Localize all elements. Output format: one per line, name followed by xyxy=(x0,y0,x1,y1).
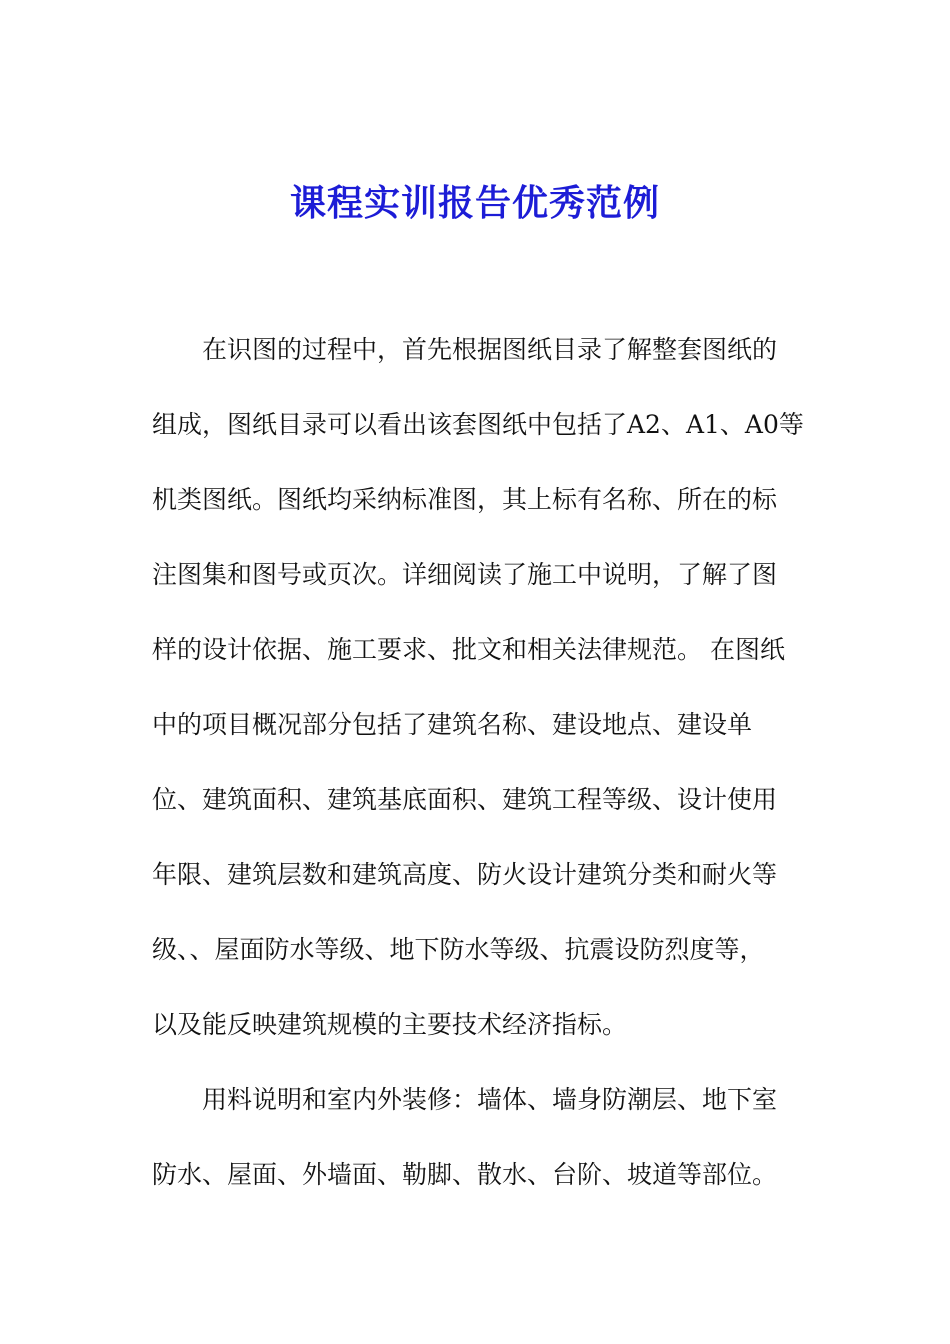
body-line: 组成，图纸目录可以看出该套图纸中包括了A2、A1、A0等 xyxy=(152,410,804,439)
body-line: 样的设计依据、施工要求、批文和相关法律规范。 在图纸 xyxy=(152,635,785,664)
body-line: 中的项目概况部分包括了建筑名称、建设地点、建设单 xyxy=(152,710,753,739)
body-line: 防水、屋面、外墙面、勒脚、散水、台阶、坡道等部位。 xyxy=(152,1160,778,1189)
body-line: 在识图的过程中，首先根据图纸目录了解整套图纸的 xyxy=(152,335,778,364)
body-line: 以及能反映建筑规模的主要技术经济指标。 xyxy=(152,1010,628,1039)
body-line: 位、建筑面积、建筑基底面积、建筑工程等级、设计使用 xyxy=(152,785,778,814)
body-line: 级、、屋面防水等级、地下防水等级、抗震设防烈度等， xyxy=(152,935,765,964)
body-line: 注图集和图号或页次。详细阅读了施工中说明，了解了图 xyxy=(152,560,778,589)
body-line: 年限、建筑层数和建筑高度、防火设计建筑分类和耐火等 xyxy=(152,860,778,889)
body-line: 机类图纸。图纸均采纳标准图，其上标有名称、所在的标 xyxy=(152,485,778,514)
body-line: 用料说明和室内外装修：墙体、墙身防潮层、地下室 xyxy=(152,1085,778,1114)
document-title: 课程实训报告优秀范例 xyxy=(289,182,660,224)
